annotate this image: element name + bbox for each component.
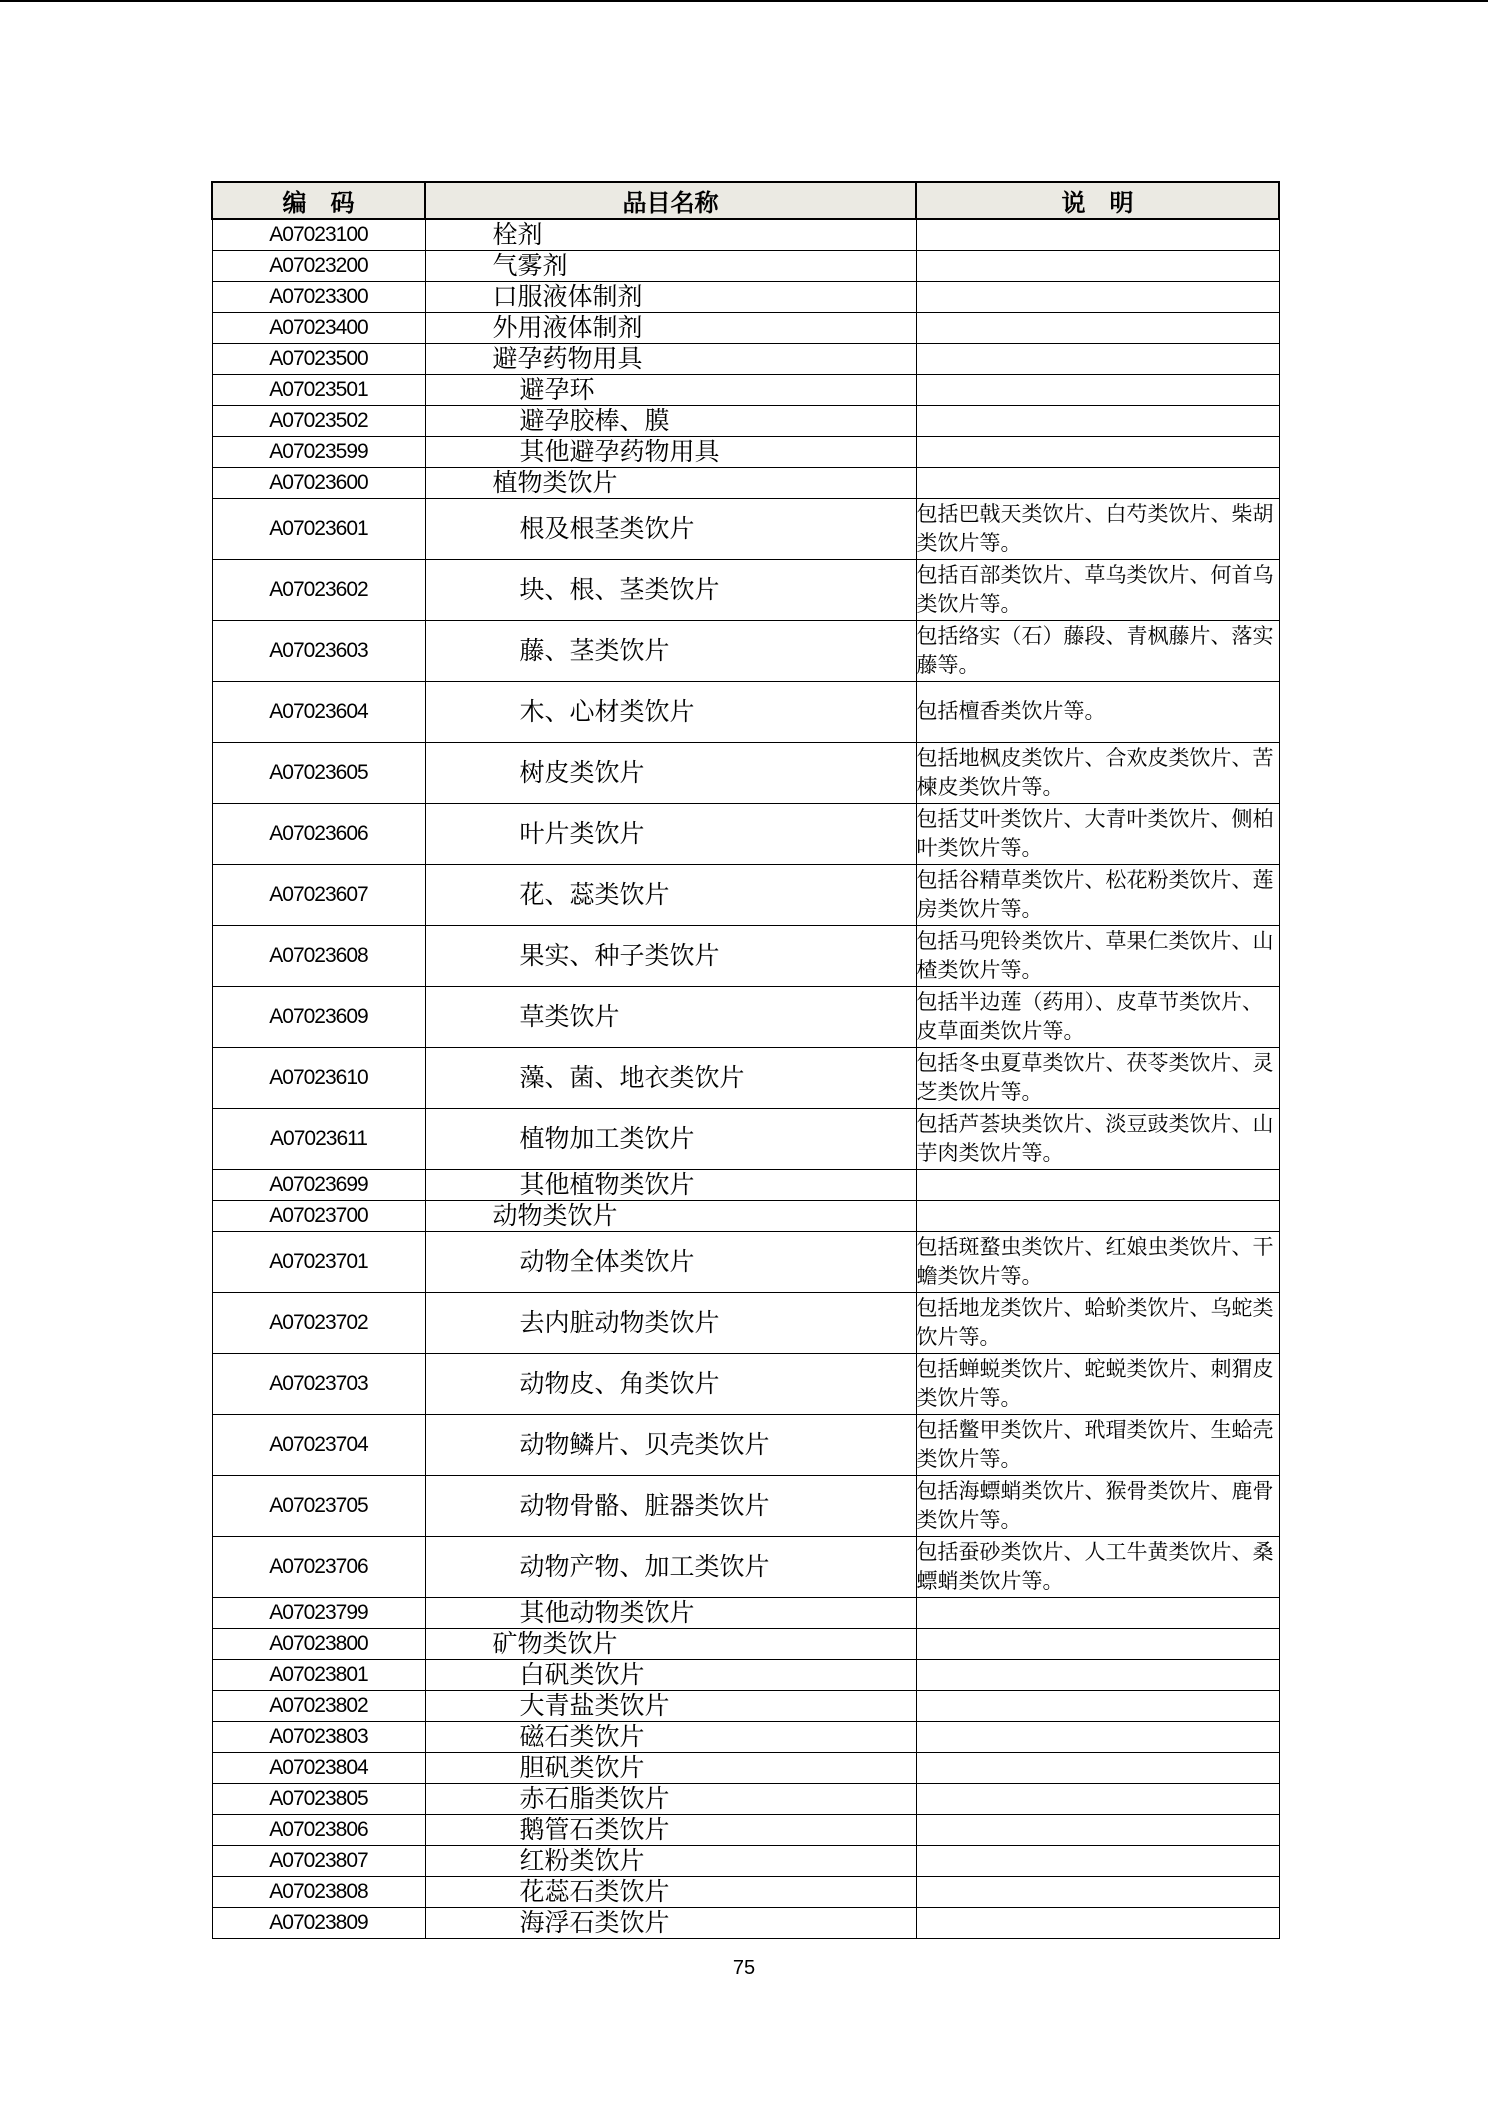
item-note bbox=[916, 374, 1279, 405]
item-note: 包括马兜铃类饮片、草果仁类饮片、山楂类饮片等。 bbox=[916, 925, 1279, 986]
table-row bbox=[212, 1047, 1279, 1108]
table-row bbox=[212, 343, 1279, 374]
item-name: 红粉类饮片 bbox=[425, 1845, 916, 1876]
item-code: A07023607 bbox=[212, 864, 425, 925]
item-name: 动物全体类饮片 bbox=[425, 1231, 916, 1292]
item-name: 块、根、茎类饮片 bbox=[425, 559, 916, 620]
item-note bbox=[916, 1690, 1279, 1721]
item-name: 海浮石类饮片 bbox=[425, 1907, 916, 1938]
item-name: 动物产物、加工类饮片 bbox=[425, 1536, 916, 1597]
item-name: 木、心材类饮片 bbox=[425, 681, 916, 742]
item-code: A07023805 bbox=[212, 1783, 425, 1814]
item-note: 包括艾叶类饮片、大青叶类饮片、侧柏叶类饮片等。 bbox=[916, 803, 1279, 864]
item-name: 其他植物类饮片 bbox=[425, 1169, 916, 1200]
item-code: A07023604 bbox=[212, 681, 425, 742]
item-note: 包括络实（石）藤段、青枫藤片、落实藤等。 bbox=[916, 620, 1279, 681]
item-name: 花、蕊类饮片 bbox=[425, 864, 916, 925]
table-row bbox=[212, 1907, 1279, 1938]
item-name: 根及根茎类饮片 bbox=[425, 498, 916, 559]
catalog-table bbox=[211, 181, 1280, 1939]
item-code: A07023609 bbox=[212, 986, 425, 1047]
table-row bbox=[212, 219, 1279, 250]
table-row bbox=[212, 467, 1279, 498]
item-name: 花蕊石类饮片 bbox=[425, 1876, 916, 1907]
item-name: 树皮类饮片 bbox=[425, 742, 916, 803]
item-note bbox=[916, 1721, 1279, 1752]
item-note bbox=[916, 1597, 1279, 1628]
table-row bbox=[212, 1353, 1279, 1414]
table-row bbox=[212, 374, 1279, 405]
item-note bbox=[916, 436, 1279, 467]
item-note bbox=[916, 1783, 1279, 1814]
item-note: 包括斑蝥虫类饮片、红娘虫类饮片、干蟾类饮片等。 bbox=[916, 1231, 1279, 1292]
item-note: 包括鳖甲类饮片、玳瑁类饮片、生蛤壳类饮片等。 bbox=[916, 1414, 1279, 1475]
header-name: 品目名称 bbox=[425, 182, 916, 219]
item-code: A07023806 bbox=[212, 1814, 425, 1845]
item-note bbox=[916, 250, 1279, 281]
item-name: 动物鳞片、贝壳类饮片 bbox=[425, 1414, 916, 1475]
item-name: 藻、菌、地衣类饮片 bbox=[425, 1047, 916, 1108]
item-note: 包括地龙类饮片、蛤蚧类饮片、乌蛇类饮片等。 bbox=[916, 1292, 1279, 1353]
item-name: 动物类饮片 bbox=[425, 1200, 916, 1231]
item-code: A07023705 bbox=[212, 1475, 425, 1536]
item-code: A07023300 bbox=[212, 281, 425, 312]
item-note: 包括芦荟块类饮片、淡豆豉类饮片、山芋肉类饮片等。 bbox=[916, 1108, 1279, 1169]
table-row bbox=[212, 1721, 1279, 1752]
item-note bbox=[916, 405, 1279, 436]
table-row bbox=[212, 803, 1279, 864]
item-name: 去内脏动物类饮片 bbox=[425, 1292, 916, 1353]
item-code: A07023802 bbox=[212, 1690, 425, 1721]
item-code: A07023601 bbox=[212, 498, 425, 559]
item-name: 叶片类饮片 bbox=[425, 803, 916, 864]
item-code: A07023603 bbox=[212, 620, 425, 681]
item-name: 避孕环 bbox=[425, 374, 916, 405]
item-name: 植物类饮片 bbox=[425, 467, 916, 498]
table-row bbox=[212, 1845, 1279, 1876]
item-code: A07023807 bbox=[212, 1845, 425, 1876]
item-code: A07023800 bbox=[212, 1628, 425, 1659]
item-code: A07023602 bbox=[212, 559, 425, 620]
item-name: 避孕药物用具 bbox=[425, 343, 916, 374]
item-name: 栓剂 bbox=[425, 219, 916, 250]
item-note bbox=[916, 1752, 1279, 1783]
item-note: 包括巴戟天类饮片、白芍类饮片、柴胡类饮片等。 bbox=[916, 498, 1279, 559]
table-row bbox=[212, 405, 1279, 436]
table-row bbox=[212, 1628, 1279, 1659]
item-note bbox=[916, 1659, 1279, 1690]
item-code: A07023611 bbox=[212, 1108, 425, 1169]
item-name: 大青盐类饮片 bbox=[425, 1690, 916, 1721]
item-code: A07023200 bbox=[212, 250, 425, 281]
item-name: 其他动物类饮片 bbox=[425, 1597, 916, 1628]
table-row bbox=[212, 281, 1279, 312]
item-note: 包括半边莲（药用）、皮草节类饮片、皮草面类饮片等。 bbox=[916, 986, 1279, 1047]
item-name: 动物皮、角类饮片 bbox=[425, 1353, 916, 1414]
table-row bbox=[212, 1814, 1279, 1845]
item-code: A07023803 bbox=[212, 1721, 425, 1752]
item-code: A07023502 bbox=[212, 405, 425, 436]
item-code: A07023699 bbox=[212, 1169, 425, 1200]
item-code: A07023808 bbox=[212, 1876, 425, 1907]
item-code: A07023600 bbox=[212, 467, 425, 498]
item-code: A07023501 bbox=[212, 374, 425, 405]
item-name: 动物骨骼、脏器类饮片 bbox=[425, 1475, 916, 1536]
item-note bbox=[916, 1876, 1279, 1907]
item-note: 包括檀香类饮片等。 bbox=[916, 681, 1279, 742]
table-row bbox=[212, 1231, 1279, 1292]
table-row bbox=[212, 1200, 1279, 1231]
page-number: 75 bbox=[732, 1957, 756, 1979]
item-code: A07023608 bbox=[212, 925, 425, 986]
item-note: 包括海螵蛸类饮片、猴骨类饮片、鹿骨类饮片等。 bbox=[916, 1475, 1279, 1536]
table-row bbox=[212, 742, 1279, 803]
table-row bbox=[212, 1414, 1279, 1475]
item-note bbox=[916, 1814, 1279, 1845]
table-body bbox=[212, 219, 1279, 1938]
item-name: 赤石脂类饮片 bbox=[425, 1783, 916, 1814]
table-row bbox=[212, 1659, 1279, 1690]
table-row bbox=[212, 1536, 1279, 1597]
item-code: A07023599 bbox=[212, 436, 425, 467]
item-name: 矿物类饮片 bbox=[425, 1628, 916, 1659]
table-row bbox=[212, 1108, 1279, 1169]
item-note: 包括蝉蜕类饮片、蛇蜕类饮片、刺猬皮类饮片等。 bbox=[916, 1353, 1279, 1414]
item-note bbox=[916, 281, 1279, 312]
item-code: A07023706 bbox=[212, 1536, 425, 1597]
item-code: A07023610 bbox=[212, 1047, 425, 1108]
item-code: A07023700 bbox=[212, 1200, 425, 1231]
table-row bbox=[212, 1690, 1279, 1721]
item-code: A07023804 bbox=[212, 1752, 425, 1783]
item-note bbox=[916, 1845, 1279, 1876]
table-row bbox=[212, 312, 1279, 343]
table-row bbox=[212, 620, 1279, 681]
item-note bbox=[916, 219, 1279, 250]
item-note bbox=[916, 312, 1279, 343]
item-code: A07023701 bbox=[212, 1231, 425, 1292]
header-code: 编 码 bbox=[212, 182, 425, 219]
item-note bbox=[916, 1907, 1279, 1938]
item-note bbox=[916, 1200, 1279, 1231]
item-name: 草类饮片 bbox=[425, 986, 916, 1047]
item-code: A07023809 bbox=[212, 1907, 425, 1938]
item-code: A07023606 bbox=[212, 803, 425, 864]
table-row bbox=[212, 1876, 1279, 1907]
table-row bbox=[212, 1597, 1279, 1628]
table-row bbox=[212, 681, 1279, 742]
item-note: 包括谷精草类饮片、松花粉类饮片、莲房类饮片等。 bbox=[916, 864, 1279, 925]
item-name: 磁石类饮片 bbox=[425, 1721, 916, 1752]
table-row bbox=[212, 498, 1279, 559]
item-code: A07023801 bbox=[212, 1659, 425, 1690]
item-note bbox=[916, 343, 1279, 374]
item-note: 包括冬虫夏草类饮片、茯苓类饮片、灵芝类饮片等。 bbox=[916, 1047, 1279, 1108]
item-code: A07023605 bbox=[212, 742, 425, 803]
item-name: 外用液体制剂 bbox=[425, 312, 916, 343]
table-row bbox=[212, 1292, 1279, 1353]
item-code: A07023799 bbox=[212, 1597, 425, 1628]
item-note: 包括蚕砂类饮片、人工牛黄类饮片、桑螵蛸类饮片等。 bbox=[916, 1536, 1279, 1597]
item-name: 气雾剂 bbox=[425, 250, 916, 281]
item-name: 果实、种子类饮片 bbox=[425, 925, 916, 986]
table-row bbox=[212, 559, 1279, 620]
table-row bbox=[212, 864, 1279, 925]
table-row bbox=[212, 986, 1279, 1047]
item-name: 植物加工类饮片 bbox=[425, 1108, 916, 1169]
table-row bbox=[212, 1169, 1279, 1200]
table-row bbox=[212, 436, 1279, 467]
item-code: A07023702 bbox=[212, 1292, 425, 1353]
table-row bbox=[212, 925, 1279, 986]
table-header bbox=[212, 182, 1279, 219]
item-note bbox=[916, 467, 1279, 498]
item-code: A07023500 bbox=[212, 343, 425, 374]
item-name: 胆矾类饮片 bbox=[425, 1752, 916, 1783]
table-row bbox=[212, 1752, 1279, 1783]
item-code: A07023703 bbox=[212, 1353, 425, 1414]
item-note: 包括地枫皮类饮片、合欢皮类饮片、苦楝皮类饮片等。 bbox=[916, 742, 1279, 803]
item-name: 鹅管石类饮片 bbox=[425, 1814, 916, 1845]
item-code: A07023704 bbox=[212, 1414, 425, 1475]
item-code: A07023100 bbox=[212, 219, 425, 250]
item-note bbox=[916, 1169, 1279, 1200]
table-row bbox=[212, 1475, 1279, 1536]
item-code: A07023400 bbox=[212, 312, 425, 343]
table-row bbox=[212, 1783, 1279, 1814]
page-top-border bbox=[0, 0, 1488, 2]
item-name: 口服液体制剂 bbox=[425, 281, 916, 312]
item-name: 藤、茎类饮片 bbox=[425, 620, 916, 681]
item-name: 避孕胶棒、膜 bbox=[425, 405, 916, 436]
item-name: 白矾类饮片 bbox=[425, 1659, 916, 1690]
table-row bbox=[212, 250, 1279, 281]
item-note: 包括百部类饮片、草乌类饮片、何首乌类饮片等。 bbox=[916, 559, 1279, 620]
item-note bbox=[916, 1628, 1279, 1659]
header-note: 说 明 bbox=[916, 182, 1279, 219]
item-name: 其他避孕药物用具 bbox=[425, 436, 916, 467]
